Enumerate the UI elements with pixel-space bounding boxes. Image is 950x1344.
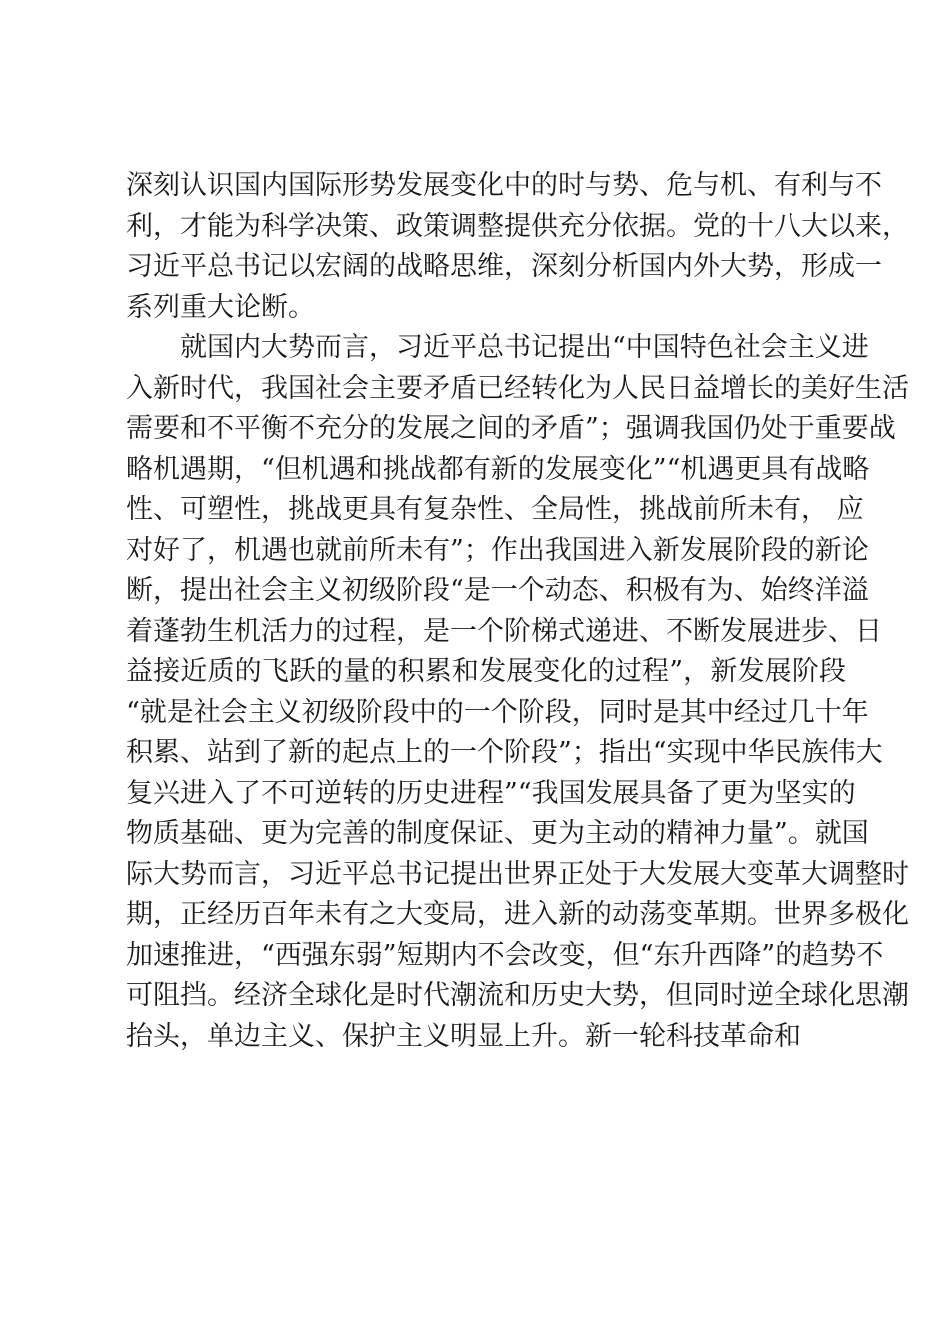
text-line: 深刻认识国内国际形势发展变化中的时与势、危与机、有利与不 bbox=[126, 170, 882, 201]
text-line: 略机遇期，“但机遇和挑战都有新的发展变化”“机遇更具有战略 bbox=[126, 453, 870, 485]
text-line: 益接近质的飞跃的量的积累和发展变化的过程”，新发展阶段 bbox=[126, 656, 846, 687]
text-line: 着蓬勃生机活力的过程，是一个阶梯式递进、不断发展进步、日 bbox=[126, 615, 882, 647]
paragraph-first-line: 就国内大势而言，习近平总书记提出“中国特色社会主义进 bbox=[180, 332, 869, 363]
text-line: 复兴进入了不可逆转的历史进程”“我国发展具备了更为坚实的 bbox=[126, 777, 856, 809]
text-line: 断，提出社会主义初级阶段“是一个动态、积极有为、始终洋溢 bbox=[126, 575, 869, 606]
text-line: 需要和不平衡不充分的发展之间的矛盾”；强调我国仍处于重要战 bbox=[126, 413, 896, 444]
text-line: 可阻挡。经济全球化是时代潮流和历史大势，但同时逆全球化思潮 bbox=[126, 980, 909, 1011]
text-line: 际大势而言，习近平总书记提出世界正处于大发展大变革大调整时 bbox=[126, 858, 909, 890]
text-line: 性、可塑性，挑战更具有复杂性、全局性，挑战前所未有， 应 bbox=[126, 494, 864, 525]
text-line: 期，正经历百年未有之大变局，进入新的动荡变革期。世界多极化 bbox=[126, 899, 909, 930]
text-line: 对好了，机遇也就前所未有”；作出我国进入新发展阶段的新论 bbox=[126, 534, 869, 566]
text-line: “就是社会主义初级阶段中的一个阶段，同时是其中经过几十年 bbox=[126, 696, 869, 728]
text-line: 积累、站到了新的起点上的一个阶段”；指出“实现中华民族伟大 bbox=[126, 737, 883, 768]
text-line: 物质基础、更为完善的制度保证、更为主动的精神力量”。就国 bbox=[126, 818, 869, 849]
text-line: 入新时代，我国社会主要矛盾已经转化为人民日益增长的美好生活 bbox=[126, 372, 909, 404]
text-line: 加速推进，“西强东弱”短期内不会改变，但“东升西降”的趋势不 bbox=[126, 939, 884, 971]
text-line: 抬头，单边主义、保护主义明显上升。新一轮科技革命和 bbox=[126, 1020, 801, 1052]
body-text bbox=[126, 166, 909, 1057]
text-line: 习近平总书记以宏阔的战略思维，深刻分析国内外大势，形成一 bbox=[126, 251, 882, 282]
text-line: 利，才能为科学决策、政策调整提供充分依据。党的十八大以来， bbox=[126, 210, 909, 242]
text-line: 系列重大论断。 bbox=[126, 291, 315, 323]
